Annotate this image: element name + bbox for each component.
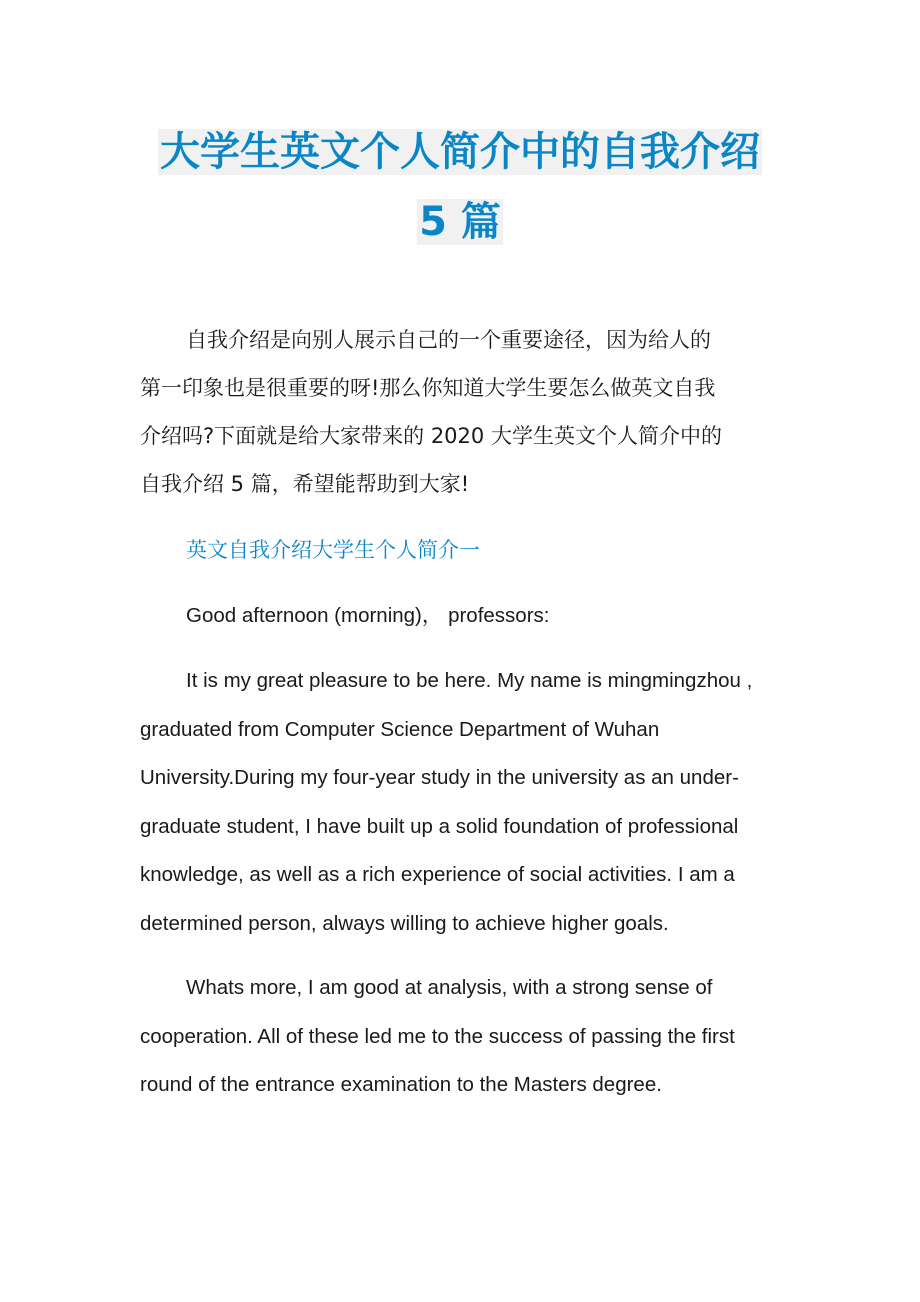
paragraph-2 — [140, 964, 780, 1110]
intro-line-text: 自我介绍是向别人展示自己的一个重要途径，因为给人的 — [186, 328, 711, 352]
paragraph-line — [140, 657, 780, 706]
greeting-text: Good afternoon (morning)， professors: — [186, 604, 550, 627]
intro-paragraph — [140, 316, 780, 508]
intro-line — [140, 316, 780, 364]
paragraph-line: University.During my four-year study in the university as an under- — [140, 766, 739, 789]
paragraph-line: determined person, always willing to achieve higher goals. — [140, 911, 669, 935]
intro-line: 自我介绍 5 篇，希望能帮助到大家! — [140, 472, 470, 496]
paragraph-line: round of the entrance examination to the Masters degree. — [140, 1073, 662, 1096]
intro-line: 第一印象也是很重要的呀!那么你知道大学生要怎么做英文自我 — [140, 376, 716, 400]
title-text-1: 大学生英文个人简介中的自我介绍 — [160, 129, 760, 175]
paragraph-line: graduate student, I have built up a solid foundation of professional — [140, 814, 739, 838]
greeting-paragraph — [140, 592, 780, 641]
paragraph-line-text: It is my great pleasure to be here. My name is mingmingzhou , — [186, 669, 753, 692]
paragraph-line — [140, 964, 780, 1013]
title-text-2: 5 篇 — [419, 199, 501, 245]
paragraph-line: knowledge, as well as a rich experience of social activities. I am a — [140, 863, 735, 886]
paragraph-line: cooperation. All of these led me to the success of passing the first — [140, 1024, 735, 1048]
document-title-line1 — [0, 124, 920, 180]
document-title-line2 — [0, 194, 920, 250]
intro-line: 介绍吗?下面就是给大家带来的 2020 大学生英文个人简介中的 — [140, 424, 722, 448]
paragraph-line-text: Whats more, I am good at analysis, with a strong sense of — [186, 976, 713, 999]
paragraph-line: graduated from Computer Science Department of Wuhan — [140, 717, 660, 741]
paragraph-1 — [140, 657, 780, 948]
section1-heading: 英文自我介绍大学生个人简介一 — [186, 538, 480, 562]
